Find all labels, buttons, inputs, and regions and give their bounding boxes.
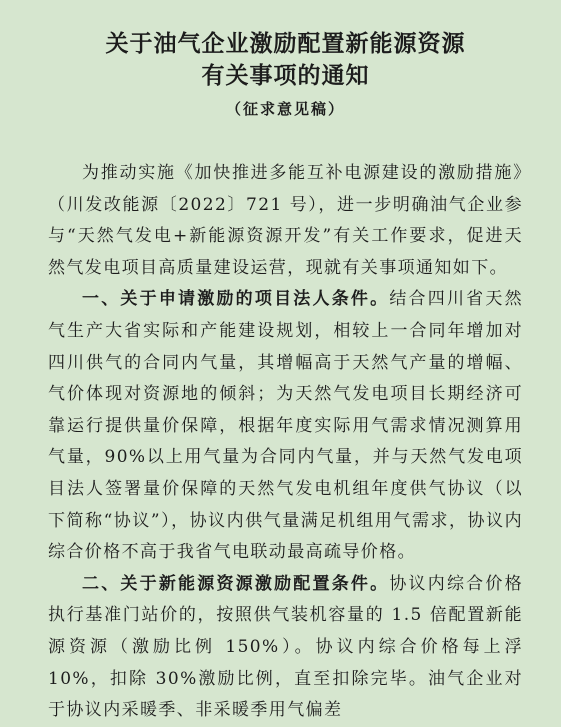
section-2-paragraph: [48, 569, 523, 727]
title-line-2: 有关事项的通知: [201, 63, 370, 89]
section-1-heading: 一、关于申请激励的项目法人条件。: [82, 289, 390, 310]
intro-paragraph: 为推动实施《加快推进多能互补电源建设的激励措施》（川发改能源〔2022〕721 号），进一步明确油气企业参与“天然气发电+新能源资源开发”有关工作要求，促进天然气发电项目高质量建设运营，现就有关事项通知如下。: [48, 163, 523, 278]
document-subtitle: （征求意见稿）: [225, 100, 345, 118]
document-body: [48, 158, 523, 727]
section-1-paragraph: [48, 284, 523, 568]
section-2-heading: 二、关于新能源资源激励配置条件。: [82, 573, 390, 594]
section-1-text: 结合四川省天然气生产大省实际和产能建设规划，相较上一合同年增加对四川供气的合同内气量，其增幅高于天然气产量的增幅、气价体现对资源地的倾斜；为天然气发电项目长期经济可靠运行提供量价保障，根据年度实际用气需求情况测算用气量，90%以上用气量为合同内气量，并与天然气发电项目法人签署量价保障的天然气发电机组年度供气协议（以下简称“协议”），协议内供气量满足机组用气需求，协议内综合价格不高于我省气电联动最高疏导价格。: [48, 289, 523, 563]
section-2-text: 协议内综合价格执行基准门站价的，按照供气装机容量的 1.5 倍配置新能源资源（激励比例 150%）。协议内综合价格每上浮 10%，扣除 30%激励比例，直至扣除完毕。油气企业对于协议内采暖季、非采暖季用气偏差: [48, 573, 523, 721]
title-line-1: 关于油气企业激励配置新能源资源: [105, 31, 466, 57]
document-title: [48, 28, 523, 92]
